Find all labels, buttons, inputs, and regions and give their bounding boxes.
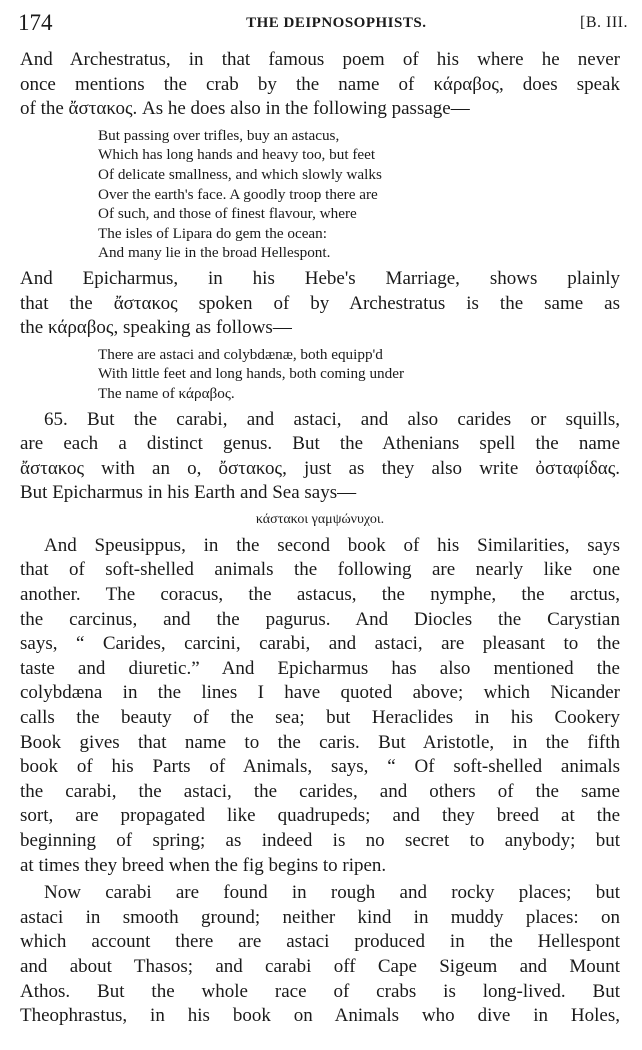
text-line: But Epicharmus in his Earth and Sea says— [20, 482, 357, 504]
verse-line: Of such, and those of finest flavour, where [98, 205, 357, 223]
text-line: at times they breed when the fig begins to ripen. [20, 854, 387, 876]
page-number: 174 [18, 10, 53, 35]
text-line: astaci in smooth ground; neither kind in muddy places: on [20, 906, 620, 928]
paragraph-speusippus [20, 534, 620, 878]
text-line: are each a distinct genus. But the Athenians spell the name [20, 433, 620, 455]
text-line: Athos. But the whole race of crabs is long-lived. But [20, 980, 620, 1002]
page-body [20, 48, 620, 1029]
text-line: another. The coracus, the astacus, the nymphe, the arctus, [20, 584, 620, 606]
text-line: sort, are propagated like quadrupeds; and they breed at the [20, 805, 620, 827]
text-line: of the ἄστακος. As he does also in the following passage— [20, 98, 470, 120]
verse-line: Of delicate smallness, and which slowly walks [98, 165, 382, 183]
text-line: book of his Parts of Animals, says, “ Of soft-shelled animals [20, 756, 620, 778]
text-line: that the ἄστακος spoken of by Archestratus is the same as [20, 292, 620, 314]
verse-line: But passing over trifles, buy an astacus, [98, 126, 340, 144]
text-line: once mentions the crab by the name of κάραβος, does speak [20, 73, 620, 95]
verse-quotation-archestratus [98, 126, 620, 263]
text-line: taste and diuretic.” And Epicharmus has also mentioned the [20, 657, 620, 679]
text-line: Now carabi are found in rough and rocky places; but [44, 882, 620, 904]
paragraph-epicharmus [20, 267, 620, 341]
text-line: ἄστακος with an ο, ὄστακος, just as they also write ὀσταφίδας. [20, 457, 620, 479]
verse-line: The isles of Lipara do gem the ocean: [98, 224, 327, 242]
text-line: and about Thasos; and carabi off Cape Sigeum and Mount [20, 955, 620, 977]
verse-line: The name of κάραβος. [98, 384, 235, 402]
text-line: 65. But the carabi, and astaci, and also carides or squills, [44, 408, 620, 430]
running-head: THE DEIPNOSOPHISTS. [246, 14, 427, 31]
text-line: And Archestratus, in that famous poem of his where he never [20, 49, 620, 70]
paragraph-archestratus [20, 48, 620, 122]
paragraph-section-65 [20, 408, 620, 506]
text-line: And Speusippus, in the second book of his Similarities, says [44, 534, 620, 556]
text-line: beginning of spring; as indeed is no secret to anybody; but [20, 830, 620, 851]
text-line: the κάραβος, speaking as follows— [20, 317, 292, 339]
text-line: Book gives that name to the caris. But Aristotle, in the fifth [20, 731, 620, 753]
verse-line: With little feet and long hands, both coming under [98, 365, 405, 383]
book-reference: [B. III. [580, 14, 628, 31]
page-header [18, 8, 628, 38]
verse-line: There are astaci and colybdænæ, both equipp'd [98, 345, 383, 363]
paragraph-carabi-habitat [20, 881, 620, 1029]
text-line: which account there are astaci produced in the Hellespont [20, 931, 620, 953]
text-line: Theophrastus, in his book on Animals who dive in Holes, [20, 1005, 620, 1027]
verse-line: Which has long hands and heavy too, but feet [98, 146, 376, 164]
text-line: says, “ Carides, carcini, carabi, and astaci, are pleasant to the [20, 633, 620, 655]
verse-line: Over the earth's face. A goodly troop there are [98, 185, 378, 203]
verse-line: And many lie in the broad Hellespont. [98, 244, 331, 262]
text-line: colybdæna in the lines I have quoted above; which Nicander [20, 682, 620, 704]
text-line: the carabi, the astaci, the carides, and others of the same [20, 780, 620, 802]
verse-quotation-epicharmus [98, 345, 620, 404]
greek-quotation: κάστακοι γαμψώνυχοι. [255, 511, 385, 527]
text-line: the carcinus, and the pagurus. And Diocles the Carystian [20, 608, 620, 630]
text-line: And Epicharmus, in his Hebe's Marriage, shows plainly [20, 267, 620, 289]
text-line: that of soft-shelled animals the following are nearly like one [20, 559, 620, 581]
text-line: calls the beauty of the sea; but Heraclides in his Cookery [20, 707, 620, 729]
